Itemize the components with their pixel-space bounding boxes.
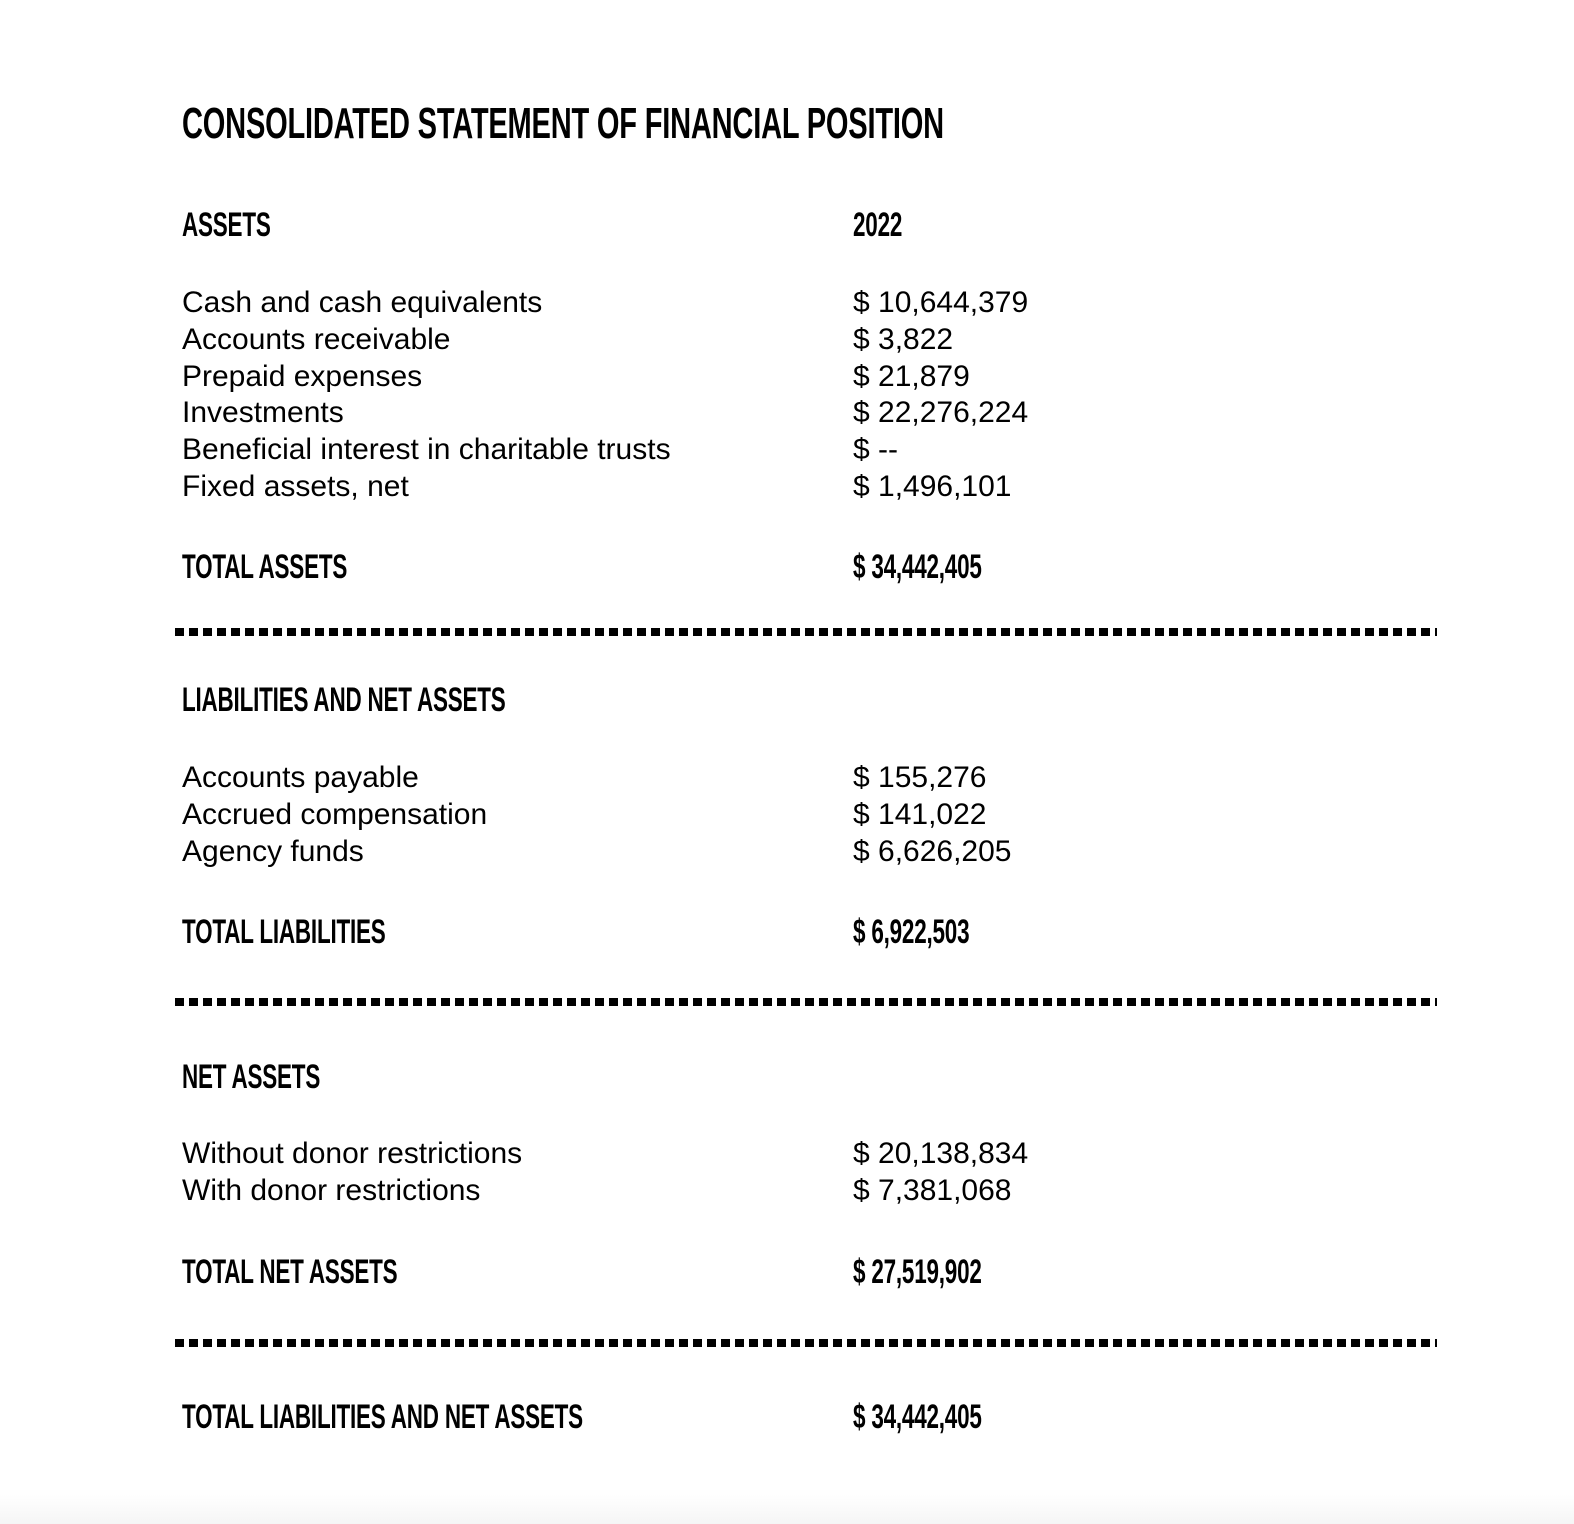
total-liabilities-label [182,913,490,951]
total-assets-value-text: $ 34,442,405 [853,548,982,586]
liability-row-value: $ 6,626,205 [853,834,1012,868]
assets-heading-text: ASSETS [182,206,271,244]
net-assets-heading-text: NET ASSETS [182,1058,321,1096]
grand-total-label [182,1398,789,1436]
asset-row-label: Accounts receivable [182,322,451,356]
total-liabilities-value [853,913,1029,951]
total-net-assets-value-text: $ 27,519,902 [853,1253,982,1291]
total-net-assets-label-text: TOTAL NET ASSETS [182,1253,398,1291]
year-heading [853,206,927,244]
asset-row-value: $ 1,496,101 [853,469,1012,503]
assets-heading [182,206,316,244]
liability-row-label: Accrued compensation [182,797,488,831]
asset-row-label: Fixed assets, net [182,469,409,503]
assets-values [853,285,1028,506]
total-net-assets-value [853,1253,1048,1291]
asset-row-label: Beneficial interest in charitable trusts [182,433,671,467]
liability-row-label: Accounts payable [182,761,419,794]
net-asset-row-label: With donor restrictions [182,1173,481,1207]
total-net-assets-label [182,1253,508,1291]
liability-row-value: $ 141,022 [853,797,987,831]
liabilities-heading [182,681,672,719]
page-title-text: CONSOLIDATED STATEMENT OF FINANCIAL POSITION [182,99,944,148]
asset-row-label: Investments [182,396,344,430]
liability-row-label: Agency funds [182,834,364,868]
grand-total-value-text: $ 34,442,405 [853,1398,982,1436]
total-liabilities-value-text: $ 6,922,503 [853,913,970,951]
year-heading-text: 2022 [853,206,903,244]
asset-row-value: $ 22,276,224 [853,396,1029,430]
net-assets-values [853,1136,1028,1210]
asset-row-value: $ 10,644,379 [853,286,1029,319]
asset-row-value: $ 3,822 [853,322,954,356]
section-divider [175,628,1437,636]
liabilities-heading-text: LIABILITIES AND NET ASSETS [182,681,506,719]
net-assets-heading [182,1058,391,1096]
total-assets-label [182,548,432,586]
asset-row-label: Prepaid expenses [182,359,423,393]
net-asset-row-label: Without donor restrictions [182,1137,523,1170]
section-divider [175,1339,1437,1347]
asset-row-value: $ -- [853,433,898,467]
net-assets-labels [182,1136,522,1210]
total-assets-value [853,548,1048,586]
asset-row-label: Cash and cash equivalents [182,286,543,319]
section-divider [175,998,1437,1006]
total-assets-label-text: TOTAL ASSETS [182,548,348,586]
liabilities-values [853,760,1011,870]
liability-row-value: $ 155,276 [853,761,987,794]
page-title [182,100,1336,148]
net-asset-row-value: $ 20,138,834 [853,1137,1029,1170]
liabilities-labels [182,760,487,870]
asset-row-value: $ 21,879 [853,359,970,393]
net-asset-row-value: $ 7,381,068 [853,1173,1012,1207]
assets-labels [182,285,671,506]
grand-total-value [853,1398,1048,1436]
grand-total-label-text: TOTAL LIABILITIES AND NET ASSETS [182,1398,583,1436]
page-bottom-edge [0,1494,1574,1524]
total-liabilities-label-text: TOTAL LIABILITIES [182,913,386,951]
